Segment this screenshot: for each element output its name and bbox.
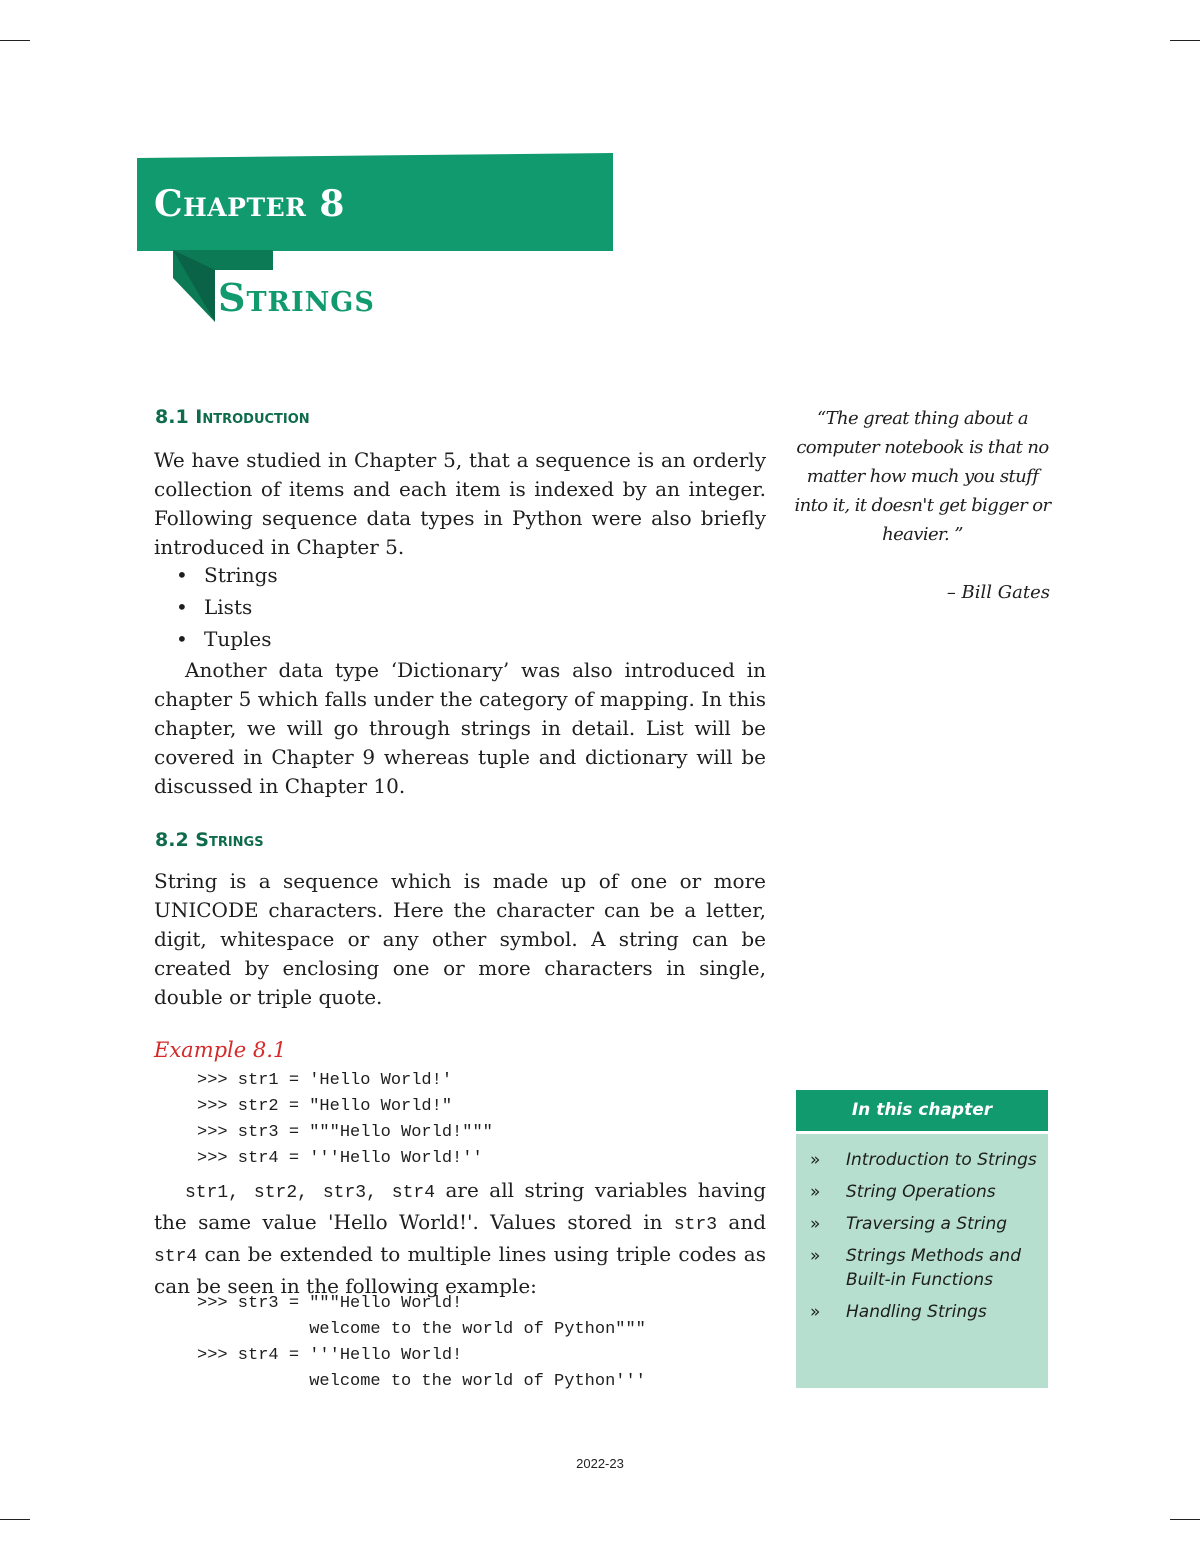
list-item: » Traversing a String bbox=[810, 1214, 1008, 1234]
list-item: • Tuples bbox=[176, 623, 278, 655]
crop-mark-top-right bbox=[1170, 40, 1200, 41]
in-this-chapter-list bbox=[808, 1148, 1044, 1332]
chevron-marker-icon: » bbox=[810, 1150, 821, 1170]
strings-text: String is a sequence which is made up of one or more UNICODE characters. Here the character can be a letter, digit, whitespace or any other symbol. A string can be created by enclosing one or more characters in single, double or triple quote. bbox=[154, 869, 766, 1009]
crop-mark-bottom-right bbox=[1170, 1519, 1200, 1520]
variable-str4: str4 bbox=[154, 1247, 198, 1267]
quote-author: – Bill Gates bbox=[946, 582, 1050, 603]
variable-str3: str3 bbox=[673, 1215, 718, 1235]
closing-paragraph bbox=[154, 656, 766, 801]
list-item: » String Operations bbox=[810, 1182, 996, 1202]
section-heading-introduction: 8.1 Introduction bbox=[155, 406, 310, 428]
strings-paragraph bbox=[154, 867, 766, 1012]
explanation-paragraph bbox=[154, 1176, 766, 1301]
list-item: » Introduction to Strings bbox=[810, 1150, 1037, 1170]
crop-mark-top-left bbox=[0, 40, 30, 41]
chevron-marker-icon: » bbox=[810, 1302, 821, 1322]
list-item: • Lists bbox=[176, 591, 278, 623]
sidebar-quote: “The great thing about a computer notebook is that no matter how much you stuff into it, it doesn't get bigger or heavier. ” bbox=[794, 408, 1051, 545]
chevron-marker-icon: » bbox=[810, 1246, 821, 1266]
list-item: » Strings Methods and Built-in Functions bbox=[810, 1246, 1021, 1290]
crop-mark-bottom-left bbox=[0, 1519, 30, 1520]
intro-text: We have studied in Chapter 5, that a sequence is an orderly collection of items and each item is indexed by an integer. Following sequence data types in Python were also briefly introduced in Chapter 5. bbox=[154, 448, 766, 559]
list-item: » Handling Strings bbox=[810, 1302, 987, 1322]
list-item: • Strings bbox=[176, 559, 278, 591]
code-example-1: >>> str1 = 'Hello World!' >>> str2 = "Hello World!" >>> str3 = """Hello World!""" >>> str4 = '''Hello World!'' bbox=[197, 1071, 493, 1168]
closing-text: Another data type ‘Dictionary’ was also introduced in chapter 5 which falls under the category of mapping. In this chapter, we will go through strings in detail. List will be covered in Chapter 9 whereas tuple and dictionary will be discussed in Chapter 10. bbox=[154, 658, 766, 798]
section-heading-strings: 8.2 Strings bbox=[155, 829, 264, 851]
explanation-text-1: are all string variables having the same value 'Hello World!'. Values stored in bbox=[154, 1178, 766, 1234]
chevron-marker-icon: » bbox=[810, 1214, 821, 1234]
in-this-chapter-title: In this chapter bbox=[796, 1090, 1048, 1134]
chapter-title: Strings bbox=[218, 275, 375, 320]
chevron-marker-icon: » bbox=[810, 1182, 821, 1202]
code-example-2: >>> str3 = """Hello World! welcome to the world of Python""" >>> str4 = '''Hello World! welcome to the world of Python''' bbox=[197, 1294, 646, 1391]
variable-names: str1, str2, str3, str4 bbox=[185, 1183, 436, 1203]
explanation-and: and bbox=[717, 1210, 767, 1234]
sequence-types-list bbox=[176, 559, 278, 655]
chapter-number: Chapter 8 bbox=[154, 183, 345, 225]
page-footer-year: 2022-23 bbox=[576, 1456, 624, 1471]
example-label: Example 8.1 bbox=[154, 1038, 287, 1062]
intro-paragraph bbox=[154, 446, 766, 562]
explanation-text-2: can be extended to multiple lines using triple codes as can be seen in the following example: bbox=[154, 1242, 766, 1298]
